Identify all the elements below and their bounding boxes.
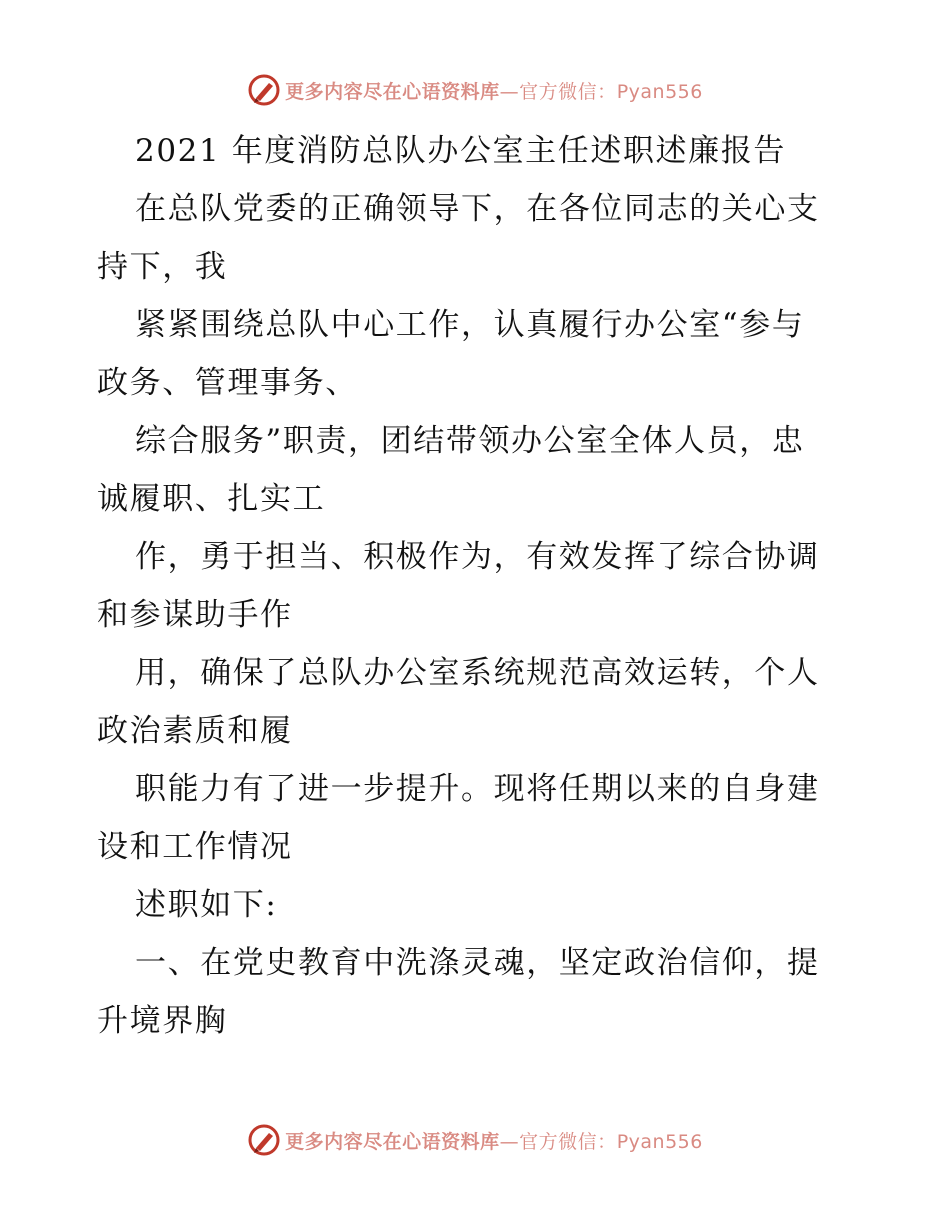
- text-line: 持下，我: [97, 249, 228, 285]
- pen-logo-icon: [247, 73, 281, 107]
- pen-logo-icon: [247, 1123, 281, 1157]
- text-line: 政治素质和履: [97, 713, 293, 749]
- section-heading-line: 升境界胸: [97, 1003, 228, 1039]
- text-line: 政务、管理事务、: [97, 365, 358, 401]
- text-line: 职能力有了进一步提升。现将任期以来的自身建: [135, 771, 820, 807]
- text-line: 紧紧围绕总队中心工作，认真履行办公室“参与: [135, 307, 805, 343]
- text-line: 和参谋助手作: [97, 597, 293, 633]
- text-line: 在总队党委的正确领导下，在各位同志的关心支: [135, 191, 820, 227]
- text-line: 诚履职、扎实工: [97, 481, 326, 517]
- text-line: 设和工作情况: [97, 829, 293, 865]
- section-heading-line: 一、在党史教育中洗涤灵魂，坚定政治信仰，提: [135, 945, 820, 981]
- watermark-banner-top: [0, 70, 950, 110]
- document-body: [97, 122, 852, 1050]
- watermark-banner-bottom: [0, 1120, 950, 1160]
- text-line: 综合服务”职责，团结带领办公室全体人员，忠: [135, 423, 805, 459]
- text-line: 作，勇于担当、积极作为，有效发挥了综合协调: [135, 539, 820, 575]
- watermark-text: 更多内容尽在心语资料库—官方微信：Pyan556: [285, 1130, 703, 1153]
- watermark-text: 更多内容尽在心语资料库—官方微信：Pyan556: [285, 80, 703, 103]
- text-line: 用，确保了总队办公室系统规范高效运转，个人: [135, 655, 820, 691]
- document-title: 2021 年度消防总队办公室主任述职述廉报告: [135, 133, 786, 169]
- text-line: 述职如下:: [135, 887, 278, 923]
